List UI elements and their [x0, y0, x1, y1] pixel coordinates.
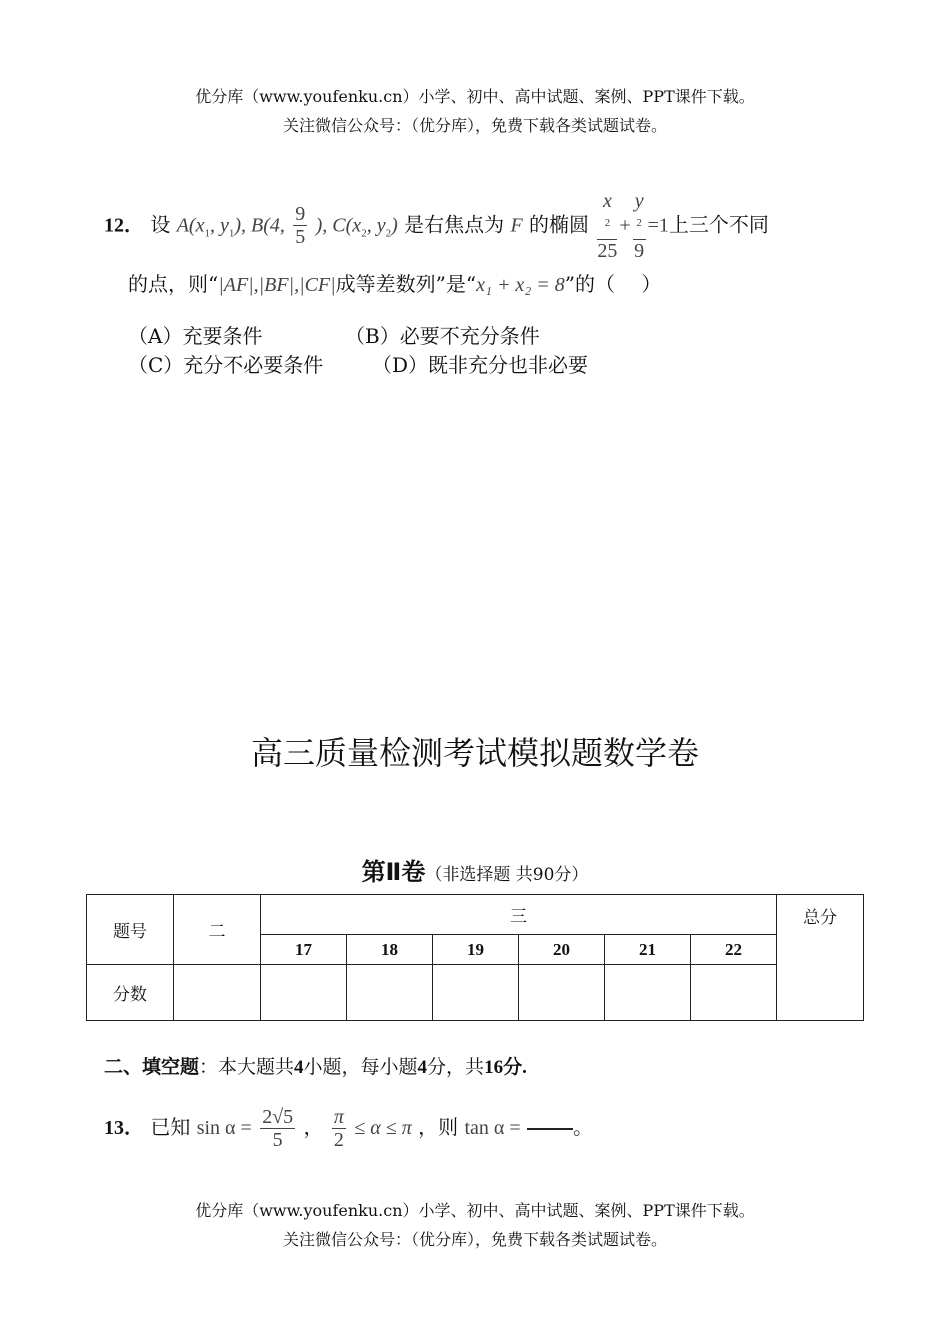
q12-condition: x₁ + x₂ = 8	[476, 274, 565, 296]
q12-ellipse-label: 的椭圆	[529, 212, 590, 237]
question-12-line-2	[128, 268, 661, 297]
q13-sin-fraction: $\frac{2√5}{5}$	[262, 1106, 294, 1151]
score-cell-19[interactable]	[433, 965, 519, 1021]
score-cell-22[interactable]	[691, 965, 777, 1021]
q12-fraction: $\frac{9}{5}$	[295, 203, 306, 249]
footer-line-2: 关注微信公众号：（优分库），免费下载各类试题试卷。	[282, 1230, 667, 1249]
q13-number: 13	[104, 1117, 124, 1139]
header-tihao: 题号	[87, 895, 174, 965]
q12-number: 12	[104, 214, 124, 237]
question-12-line-1: 12． 设 $A(x_1$, $y_1$), B(4, $\frac{9}{5}$ ), $C(x_2$, $y_2$) 是右焦点为 F 的椭圆 x $^2$ 25 + y $^2$ 9 =1上三个不同	[104, 190, 769, 262]
q12-prefix: 设	[150, 212, 171, 237]
score-cell-20[interactable]	[519, 965, 605, 1021]
option-d: （D）既非充分也非必要	[372, 353, 589, 377]
q12-point-c: ), C(x	[315, 214, 362, 237]
score-cell-21[interactable]	[605, 965, 691, 1021]
q12-after-points: 是右焦点为	[404, 212, 505, 237]
header-17: 17	[261, 935, 347, 965]
q12-focus: F	[510, 214, 523, 237]
q13-sin: sin α =	[196, 1117, 252, 1139]
section-name: 第Ⅱ卷	[361, 858, 426, 886]
section-heading	[0, 852, 950, 887]
score-cell-er[interactable]	[174, 965, 261, 1021]
q12-abs-values: |AF|,|BF|,|CF|	[218, 274, 336, 296]
q12-tail: 上三个不同	[668, 212, 769, 237]
exam-title: 高三质量检测考试模拟题数学卷	[250, 734, 699, 772]
q13-range-fraction: $\frac{\pi}{2}$	[333, 1106, 344, 1151]
header-21: 21	[605, 935, 691, 965]
q13-range: ≤ α ≤ π	[354, 1117, 412, 1139]
header-22: 22	[691, 935, 777, 965]
header-er: 二	[174, 895, 261, 965]
header-18: 18	[347, 935, 433, 965]
row-fenshu: 分数	[87, 965, 174, 1021]
q13-tan: tan α =	[464, 1117, 521, 1139]
q13-answer-blank[interactable]	[527, 1128, 573, 1130]
question-13: 13． 已知 sin α = $\frac{2√5}{5}$ ， $\frac{\pi}{2}$ ≤ α ≤ π ，则 tan α = 。	[104, 1106, 594, 1151]
q13-then: ，则	[418, 1115, 459, 1139]
ellipse-y-term: y $^2$ 9	[634, 190, 645, 262]
header-line-1: 优分库（www.youfenku.cn）小学、初中、高中试题、案例、PPT课件下载。	[195, 87, 755, 106]
fill-in-heading: 二、填空题：本大题共4小题，每小题4分，共16分.	[104, 1056, 527, 1078]
option-b: （B）必要不充分条件	[345, 324, 540, 348]
header-19: 19	[433, 935, 519, 965]
ellipse-x-term: x $^2$ 25	[597, 190, 618, 262]
ellipse-rhs: =1	[647, 214, 669, 237]
score-table	[86, 894, 864, 1021]
q13-prefix: 已知	[150, 1115, 191, 1139]
header-line-2: 关注微信公众号：（优分库），免费下载各类试题试卷。	[282, 116, 667, 135]
score-cell-17[interactable]	[261, 965, 347, 1021]
fill-in-title: 二、填空题	[104, 1056, 200, 1078]
q12-line2-b: 成等差数列”是“	[335, 272, 477, 296]
section-note: （非选择题 共90分）	[425, 865, 589, 885]
q12-line2-c: ”的（ ）	[564, 272, 662, 296]
q12-line2-a: 的点，则“	[128, 272, 219, 296]
header-zongfen: 总分	[777, 895, 864, 1021]
footer-line-1: 优分库（www.youfenku.cn）小学、初中、高中试题、案例、PPT课件下载。	[195, 1201, 755, 1220]
option-c: （C）充分不必要条件	[128, 353, 324, 377]
score-cell-18[interactable]	[347, 965, 433, 1021]
q12-point-a: A(x	[176, 214, 205, 237]
header-20: 20	[519, 935, 605, 965]
q12-point-b: ), B(4,	[234, 214, 285, 237]
option-a: （A）充要条件	[128, 324, 263, 348]
header-san: 三	[261, 895, 777, 935]
